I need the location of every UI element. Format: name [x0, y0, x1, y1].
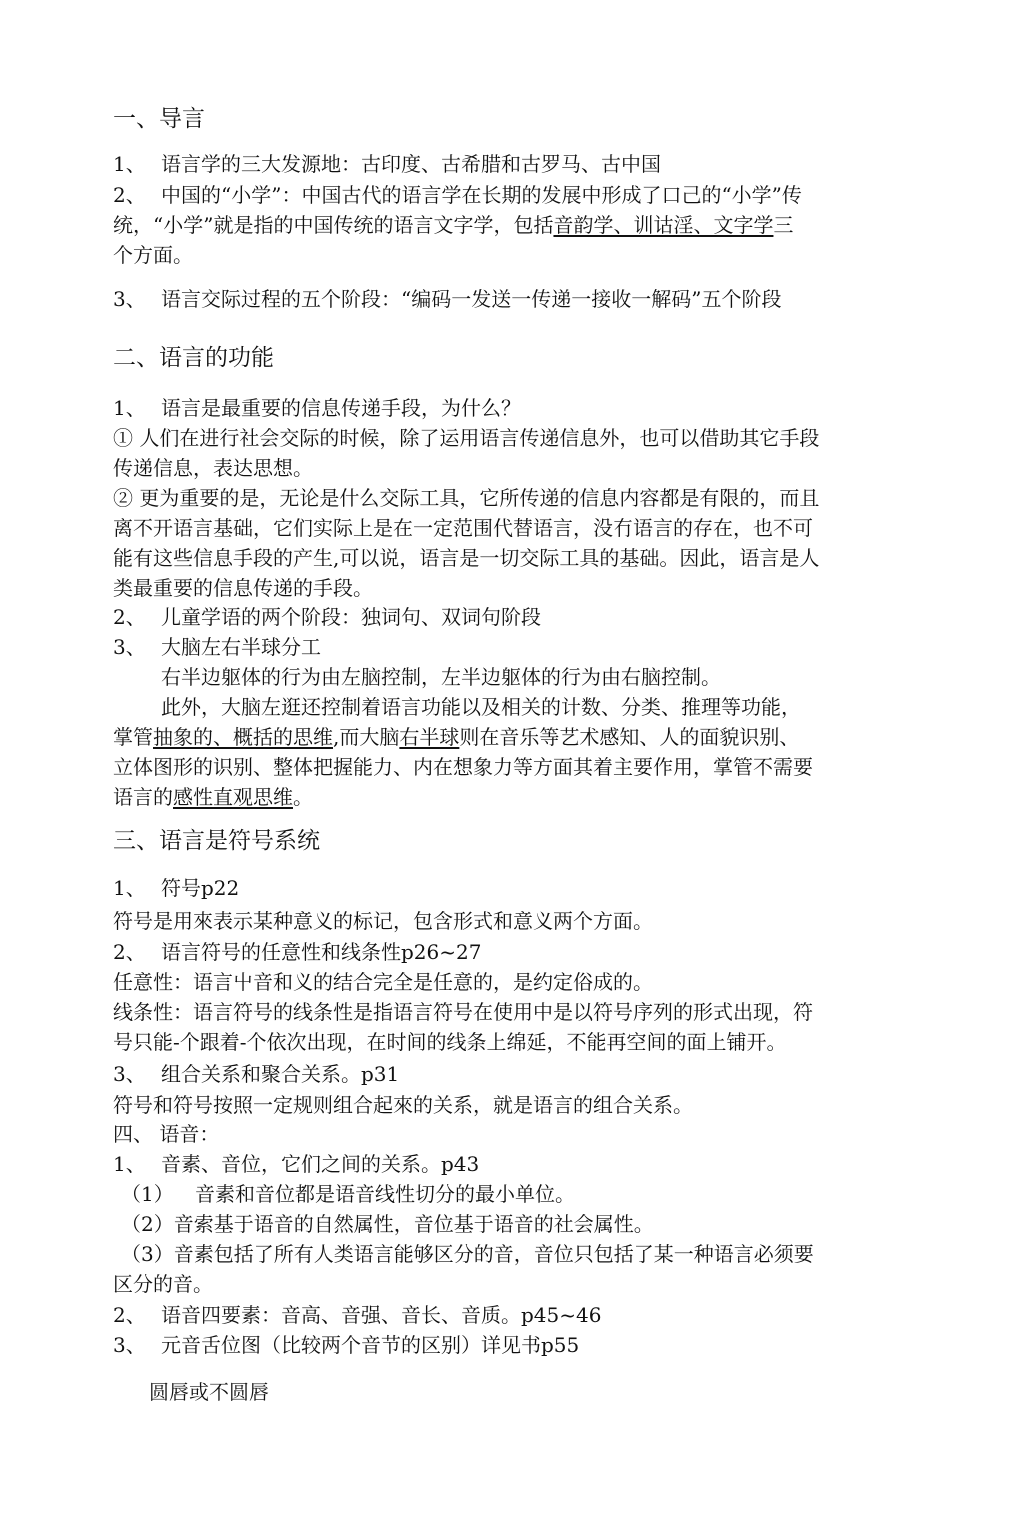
item-number: 1、 — [113, 1152, 146, 1176]
item-number: 3、 — [113, 287, 146, 311]
section-heading-function: 二、语言的功能 — [113, 345, 274, 371]
item-text: 中国的“小学”：中国古代的语言学在长期的发展中形成了口己的“小学”传 — [161, 183, 802, 207]
item-text: 组合关系和聚合关系。p31 — [161, 1062, 400, 1086]
sub-item: （2）音索基于语音的自然属性，音位基于语音的社会属性。 — [121, 1212, 654, 1236]
section-heading-phonetics: 四、 语音： — [113, 1122, 220, 1146]
section-heading-intro: 一、导言 — [113, 106, 205, 132]
paragraph-line: 类最重要的信息传递的手段。 — [113, 576, 373, 600]
item-number: 2、 — [113, 1303, 146, 1327]
paragraph-line: 离不开语言基础，它们实际上是在一定范围代替语言，没冇语言的存在，也不可 — [113, 516, 813, 540]
list-item — [113, 634, 321, 660]
list-item — [113, 151, 661, 177]
item-text: 语音四要素：音高、音强、音长、音质。p45~46 — [161, 1303, 602, 1327]
section-heading-symbol-system: 三、语言是符号系统 — [113, 828, 320, 854]
item-number: 3、 — [113, 635, 146, 659]
underlined-term: 抽象的、概括的思维 — [153, 725, 333, 749]
paragraph-line: 线条性：语言符号的线条性是指语言符号在使用中是以符号序列的形式出现，符 — [113, 1000, 813, 1024]
paragraph-line: 任意性：语言屮音和义的结合完全是任意的，是约定俗成的。 — [113, 970, 653, 994]
item-number: 3、 — [113, 1333, 146, 1357]
paragraph-line — [113, 212, 793, 238]
item-number: 1、 — [113, 152, 146, 176]
paragraph-line: ② 更为重要的是，无论是什么交际工具，它所传递的信息内容都是有限的，而且 — [113, 486, 820, 510]
list-item — [113, 1061, 399, 1087]
paragraph-line: 区分的音。 — [113, 1272, 213, 1296]
paragraph-line: 此外，大脑左逛还控制着语言功能以及相关的计数、分类、推理等功能， — [161, 695, 801, 719]
sub-item — [121, 1181, 575, 1207]
sub-item-text: 音素和音位都是语音线性切分的最小单位。 — [195, 1182, 575, 1206]
underlined-term: 音韵学、训诂淫、文字学 — [553, 213, 774, 237]
list-item — [113, 286, 781, 312]
sub-item: （3）音素包括了所有人类语言能够区分的音，音位只包括了某一种语言必须要 — [121, 1242, 814, 1266]
underlined-term: 右半球 — [399, 725, 460, 749]
paragraph-line: 能有这些信息手段的产生,可以说，语言是一切交际工具的基础。因此，语言是人 — [113, 546, 820, 570]
paragraph-line: 个方面。 — [113, 243, 193, 267]
item-number: 2、 — [113, 940, 146, 964]
paragraph-line: 立体图形的识别、整体把握能力、内在想象力等方面其着主要作用，掌管不需要 — [113, 755, 813, 779]
text-run: 则在音乐等艺术感知、人的面貌识别、 — [459, 725, 800, 749]
sub-item-number: （1） — [121, 1182, 174, 1206]
paragraph-line: 号只能-个跟着-个依次出现，在时间的线条上绵延，不能再空间的面上铺开。 — [113, 1030, 787, 1054]
text-run: ,而大脑 — [333, 725, 400, 749]
list-item — [113, 182, 802, 208]
item-text: 儿童学语的两个阶段：独词句、双词句阶段 — [161, 605, 541, 629]
paragraph-line: ① 人们在进行社会交际的时候，除了运用语言传递信息外，也可以借助其它手段 — [113, 426, 820, 450]
text-run: 语言的 — [113, 785, 173, 809]
item-text: 语言是最重要的信息传递手段，为什么？ — [161, 396, 521, 420]
text-run: 掌管 — [113, 725, 153, 749]
item-number: 2、 — [113, 183, 146, 207]
text-run: 。 — [293, 785, 313, 809]
item-text: 符号p22 — [161, 876, 240, 900]
paragraph-line: 符号是用來表示某种意义的标记，包含形式和意义两个方面。 — [113, 909, 653, 933]
paragraph-line: 符号和符号按照一定规则组合起來的关系，就是语言的组合关系。 — [113, 1093, 693, 1117]
list-item — [113, 1332, 579, 1358]
note-line: 圆唇或不圆唇 — [149, 1380, 269, 1404]
text-run: 三 — [773, 213, 794, 237]
list-item — [113, 604, 541, 630]
paragraph-line: 右半边躯体的行为由左脑控制，左半边躯体的行为由右脑控制。 — [161, 665, 721, 689]
list-item — [113, 939, 481, 965]
paragraph-line — [113, 724, 799, 750]
item-number: 1、 — [113, 396, 146, 420]
item-text: 音素、音位，它们之间的关系。p43 — [161, 1152, 480, 1176]
list-item — [113, 875, 239, 901]
item-number: 3、 — [113, 1062, 146, 1086]
item-text: 语言符号的任意性和线条性p26~27 — [161, 940, 482, 964]
item-text: 语言学的三大发源地：古印度、古希腊和古罗马、古中国 — [161, 152, 661, 176]
list-item — [113, 395, 521, 421]
paragraph-line — [113, 784, 313, 810]
list-item — [113, 1151, 479, 1177]
underlined-term: 感性直观思维 — [173, 785, 293, 809]
list-item — [113, 1302, 601, 1328]
paragraph-line: 传递信息，表达思想。 — [113, 456, 313, 480]
item-text: 大脑左右半球分工 — [161, 635, 321, 659]
item-text: 元音舌位图（比较两个音节的区别）详见书p55 — [161, 1333, 580, 1357]
text-run: 统，“小学”就是指的中国传统的语言文字学，包括 — [113, 213, 554, 237]
item-number: 1、 — [113, 876, 146, 900]
item-number: 2、 — [113, 605, 146, 629]
item-text: 语言交际过程的五个阶段：“编码一发送一传递一接收一解码”五个阶段 — [161, 287, 782, 311]
